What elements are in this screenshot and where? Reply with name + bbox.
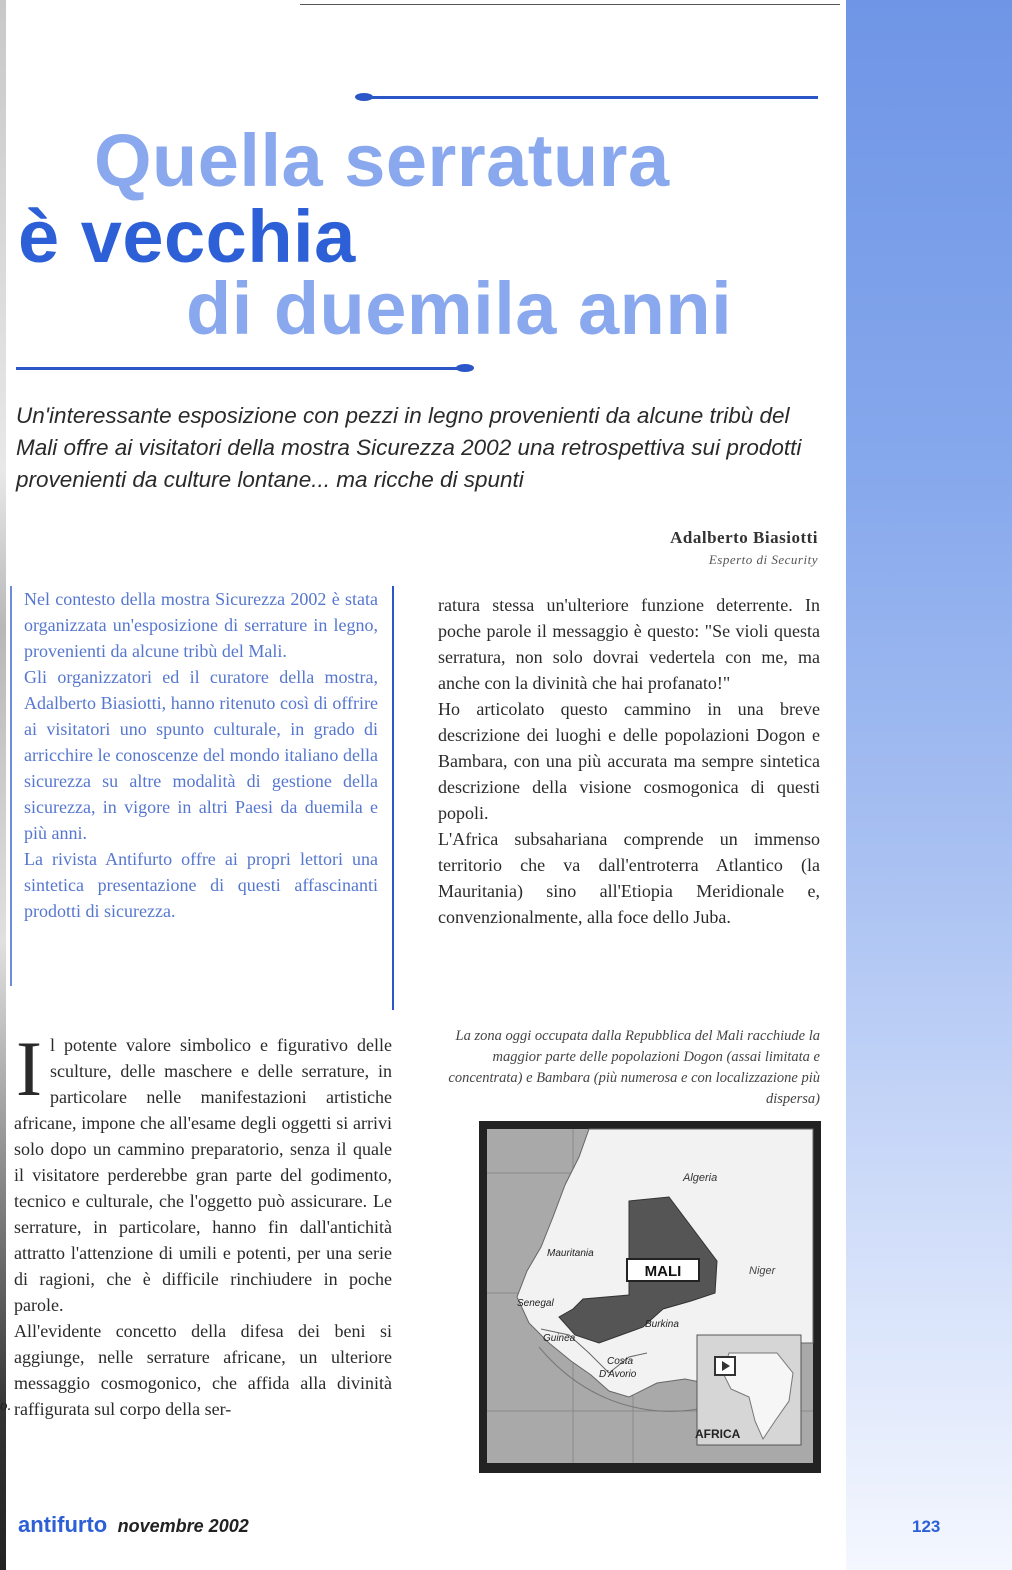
page-number: 123 xyxy=(912,1517,941,1536)
author-role: Esperto di Security xyxy=(708,552,818,567)
map-label-algeria: Algeria xyxy=(683,1172,718,1184)
issue-date: novembre 2002 xyxy=(117,1516,249,1536)
intro-paragraph: Gli organizzatori ed il curatore della mostra, Adalberto Biasiotti, hanno ritenuto così di offrire ai visitatori uno spunto culturale, in grado di arricchire le conoscenze del mondo italiano della sicurezza su altre modalità di gestione della sicurezza, in vigore in altri Paesi da duemila e più anni. xyxy=(24,667,378,843)
margin-text-fragment: o. xyxy=(0,1398,12,1414)
map-label-africa: AFRICA xyxy=(695,1427,741,1441)
headline-line-1: Quella serratura xyxy=(94,119,670,202)
headline-rule-bottom-cap xyxy=(456,364,474,372)
map-label-senegal: Senegal xyxy=(517,1298,554,1309)
article-lede: Un'interessante esposizione con pezzi in legno provenienti da alcune tribù del Mali offre ai visitatori della mostra Sicurezza 2002 una retrospettiva sui prodotti provenienti da culture lontane... ma ricche di spunti xyxy=(16,403,802,492)
map-label-costa: Costa xyxy=(607,1356,634,1367)
body-paragraph: All'evidente concetto della difesa dei beni si aggiunge, nelle serrature africane, un ulteriore messaggio cosmogonico, che affida alla divinità raffigurata sul corpo della ser- xyxy=(14,1321,392,1419)
headline-rule-top xyxy=(368,96,818,99)
footer-brand xyxy=(18,1512,249,1538)
map-label-burkina: Burkina xyxy=(645,1319,679,1330)
map-label-mauritania: Mauritania xyxy=(547,1248,594,1259)
intro-box-left-bar xyxy=(10,586,12,986)
intro-paragraph: La rivista Antifurto offre ai propri lettori una sintetica presentazione di questi affascinanti prodotti di sicurezza. xyxy=(24,849,378,921)
magazine-name: antifurto xyxy=(18,1512,108,1537)
map-label-guinea: Guinea xyxy=(543,1333,576,1344)
body-paragraph xyxy=(14,1025,392,1318)
body-column-right xyxy=(438,592,820,930)
page-binding-edge xyxy=(0,0,6,1570)
map-label-davorio: D'Avorio xyxy=(599,1369,637,1380)
top-rule xyxy=(300,4,840,5)
map-figure xyxy=(479,1121,821,1473)
byline xyxy=(670,528,818,568)
author-name: Adalberto Biasiotti xyxy=(670,528,818,547)
body-column-left xyxy=(14,1025,392,1422)
map-label-niger: Niger xyxy=(749,1265,776,1277)
intro-box xyxy=(10,586,394,1010)
headline-rule-bottom xyxy=(16,367,466,370)
drop-cap: I xyxy=(16,1025,42,1112)
body-paragraph: Ho articolato questo cammino in una breve descrizione dei luoghi e delle popolazioni Dogon e Bambara, con una più accurata ma sempre sintetica descrizione della visione cosmogonica di questi popoli. xyxy=(438,699,820,823)
map-drawing xyxy=(479,1121,821,1473)
headline-line-2: è vecchia xyxy=(18,195,356,278)
headline-rule-top-cap xyxy=(355,93,373,101)
map-label-mali: MALI xyxy=(644,1263,682,1280)
headline-line-3: di duemila anni xyxy=(186,267,733,350)
map-caption: La zona oggi occupata dalla Repubblica del Mali racchiude la maggior parte delle popolazioni Dogon (assai limitata e concentrata) e Bambara (più numerosa e con localizzazione più dispersa) xyxy=(448,1028,820,1107)
body-paragraph: ratura stessa un'ulteriore funzione deterrente. In poche parole il messaggio è questo: "Se violi questa serratura, non solo dovrai vedertela con me, ma anche con la divinità che hai profanato!" xyxy=(438,595,820,693)
body-paragraph-text: l potente valore simbolico e figurativo delle sculture, delle maschere e delle serrature, in particolare nelle manifestazioni artistiche africane, impone che all'esame degli oggetti si arrivi solo dopo un cammino preparatorio, senza il quale il visitatore perderebbe gran parte del godimento, tecnico e culturale, che l'oggetto può assicurare. Le serrature, in particolare, hanno fin dall'antichità attratto l'attenzione di umili e potenti, per una serie di ragioni, che è difficile rinchiudere in poche parole. xyxy=(14,1035,392,1315)
intro-paragraph: Nel contesto della mostra Sicurezza 2002 è stata organizzata un'esposizione di serrature in legno, provenienti da alcune tribù del Mali. xyxy=(24,589,378,661)
decorative-side-band xyxy=(846,0,1012,1570)
body-paragraph: L'Africa subsahariana comprende un immenso territorio che va dall'entroterra Atlantico (la Mauritania) sino all'Etiopia Meridionale e, convenzionalmente, alla foce dello Juba. xyxy=(438,829,820,927)
